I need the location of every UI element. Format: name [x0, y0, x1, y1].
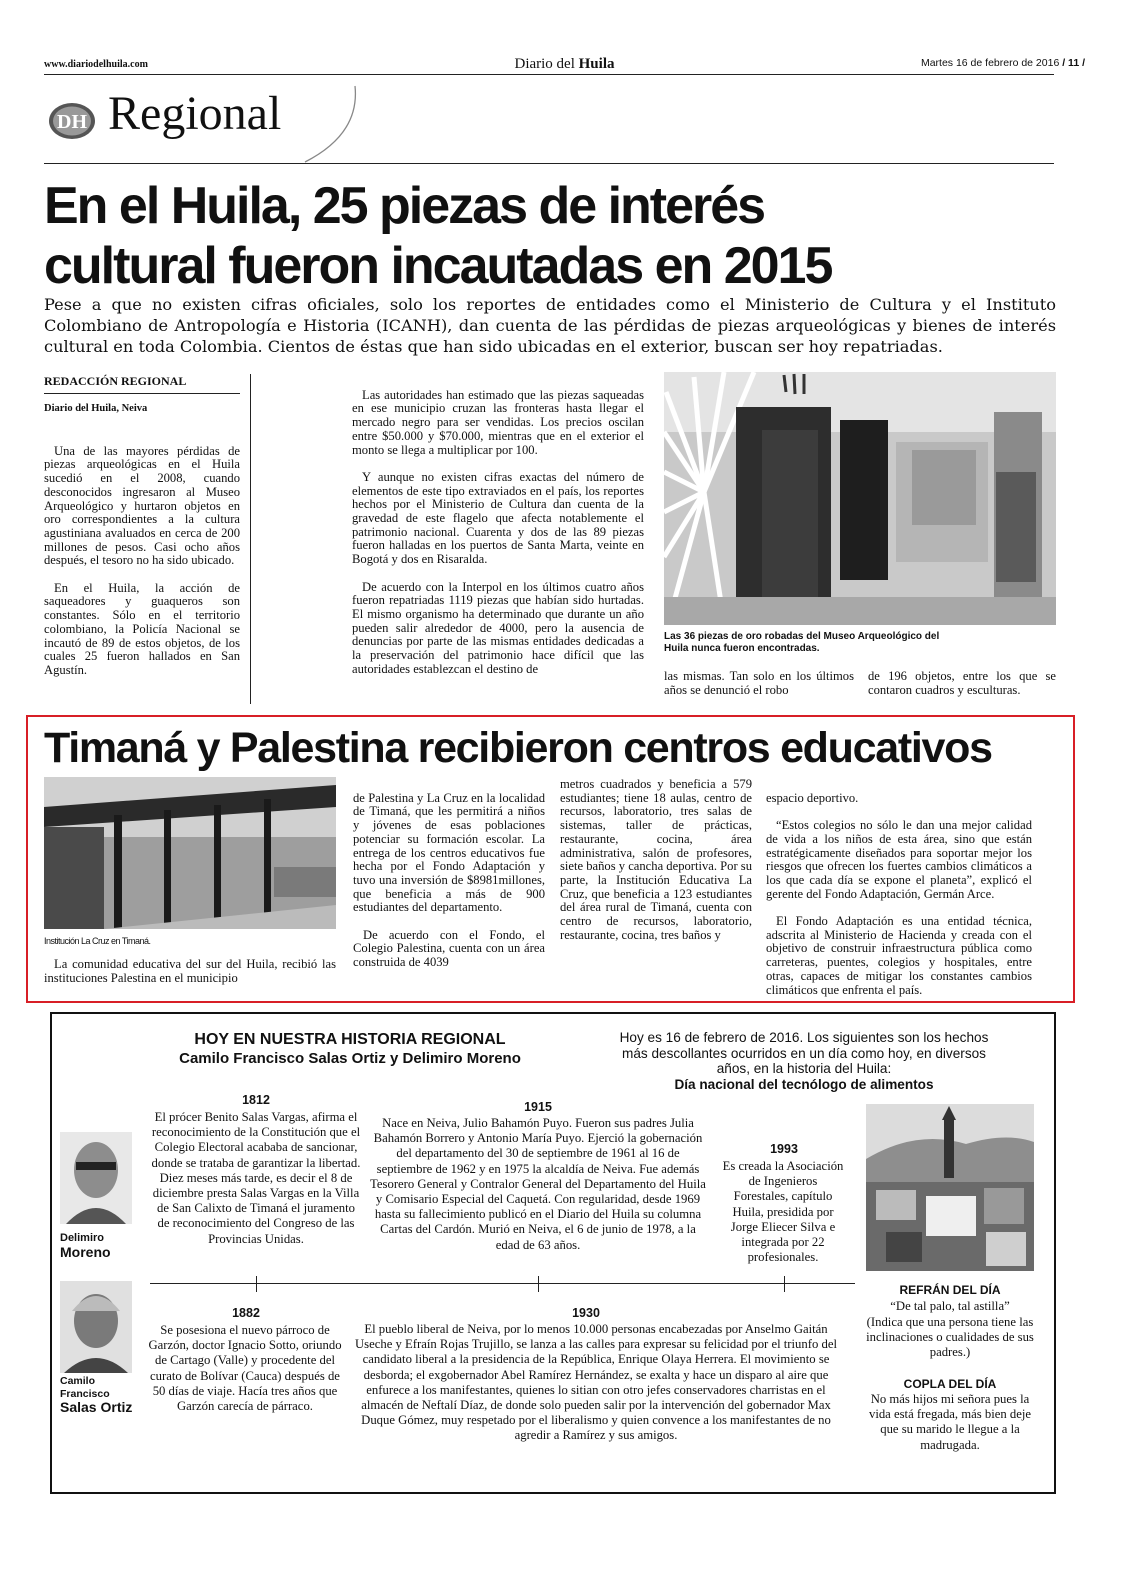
- main-col-3: las mismas. Tan solo en los últimos años se denunció el robo: [664, 669, 854, 697]
- copla-text: No más hijos mi señora pues la vida está fregada, más bien deje que su marido le llegue a la madrugada.: [868, 1392, 1032, 1452]
- city-photo: [866, 1104, 1034, 1271]
- copla-title: COPLA DEL DÍA: [903, 1377, 997, 1391]
- masthead-rule: [44, 74, 1054, 75]
- author-photo-moreno: [60, 1132, 132, 1224]
- author-first-salas: Camilo Francisco: [60, 1375, 110, 1400]
- history-subtitle: Camilo Francisco Salas Ortiz y Delimiro Moreno: [179, 1050, 521, 1067]
- event-text: Se posesiona el nuevo párroco de Garzón, doctor Ignacio Sotto, oriundo de Cartago (Valle) y procedente del curato de Bolívar (Cauca) después de 50 días de viaje. Hacía tres años que Garzón carecía de párraco.: [148, 1323, 342, 1414]
- second-headline: Timaná y Palestina recibieron centros educativos: [44, 724, 992, 772]
- event-text: El pueblo liberal de Neiva, por lo menos 10.000 personas encabezadas por Anselmo Gaitán Useche y Efraín Rojas Trujillo, se lanza a las calles para expresar su felicidad por el triunfo del candidato liberal a la presidencia de la República, Enrique Olaya Herrera. El movimiento se desborda; el exgobernador Abel Ramírez Hernández, se exalta y hace un disparo al aire que enfurece a los manifestantes, quienes lo sitian con otro jefes conservadores charristas en el almacén de Neftalí Díaz, de donde solo pueden salir por la intervención del gobernador Max Duque Gómez, muy respetado por el liberalismo y quien convence a los manifestantes de no agredir a Ramírez y sus amigos.: [355, 1322, 837, 1443]
- byline: REDACCIÓN REGIONAL: [44, 374, 187, 388]
- main-col-1: Una de las mayores pérdidas de piezas arqueológicas en el Huila sucedió en el 2008, cuando desconocidos ingresaron al Museo Arqueológico y hurtaron objetos en oro correspondientes a la cultura agustiniana avaluados en cerca de 200 millones de pesos. Casi ocho años después, el tesoro no ha sido ubicado. En el Huila, la acción de saqueadores y guaqueros son constantes. Sólo en el territorio colombiano, la Policía Nacional se incautó de 89 de estos objetos, de los cuales 25 fueron hallados en San Agustín.: [44, 443, 240, 677]
- school-photo: [44, 777, 336, 929]
- school-photo-caption: Institución La Cruz en Timaná.: [44, 936, 151, 946]
- history-title: HOY EN NUESTRA HISTORIA REGIONAL: [194, 1031, 506, 1048]
- main-headline: En el Huila, 25 piezas de interés cultural fueron incautadas en 2015: [44, 177, 832, 295]
- main-col-2: Las autoridades han estimado que las piezas saqueadas en ese municipio cruzan las fronteras hasta llegar el mercado negro para ser vendidas. Los precios oscilan entre $50.000 y $70.000, mientras que en el exterior el monto se llega a multiplicar por 100. Y aunque no existen cifras exactas del número de elementos de este tipo extraviados en el país, los reportes hechos por el Ministerio de Cultura dan cuenta de la gravedad de este flagelo que afecta notablemente el patrimonio nacional. Cuarenta y dos de las 89 piezas fueron halladas en los puertos de Santa Marta, veinte en Bogotá y dos en Risaralda. De acuerdo con la Interpol en los últimos cuatro años fueron repatriadas 1119 piezas que habían sido hurtadas. El mismo organismo ha determinado que durante un año pueden salir alrededor de 4000, pero la ausencia de denuncias por parte de las mismas entidades dedicadas a la preservación del patrimonio hace difícil que las autoridades establezcan el destino de: [352, 387, 644, 676]
- dateline: Diario del Huila, Neiva: [44, 403, 148, 414]
- paper-name: Diario del Huila: [514, 56, 615, 72]
- section-rule: [44, 163, 1054, 164]
- timeline-tick: [256, 1276, 257, 1292]
- timeline-tick: [538, 1276, 539, 1292]
- main-col-4: de 196 objetos, entre los que se contaron cuadros y esculturas.: [868, 669, 1056, 697]
- timeline-tick: [784, 1276, 785, 1292]
- section-name: Regional: [108, 87, 282, 140]
- dh-logo-icon: [47, 101, 97, 141]
- event-year: 1930: [572, 1306, 600, 1320]
- author-first-moreno: Delimiro: [60, 1232, 105, 1244]
- event-text: El prócer Benito Salas Vargas, afirma el reconocimiento de la Constitución que el Colegio Electoral acababa de sancionar, donde se trataba de garantizar la libertad. Diez meses más tarde, es decir el 8 de diciembre presta Salas Vargas en la Villa de San Calixto de Timaná el juramento de reconocimiento del Congreso de las Provincias Unidas.: [151, 1110, 361, 1246]
- masthead: [44, 56, 1085, 76]
- second-col-3: metros cuadrados y beneficia a 579 estudiantes; tiene 18 aulas, centro de recursos, laboratorio, tres salas de sistemas, taller de prácticas, restaurante, cocina, área administrativa, salón de profesores, siete baños y cancha deportiva. Por su parte, la Institución Educativa La Cruz, que beneficia a 123 estudiantes del área rural de Timaná, cuenta con centro de recursos, laboratorio, restaurante, cocina, tres baños y: [560, 777, 752, 942]
- refran-quote: “De tal palo, tal astilla”: [890, 1299, 1010, 1313]
- refran-explanation: (Indica que una persona tiene las inclinaciones o cualidades de sus padres.): [866, 1315, 1034, 1360]
- event-year: 1882: [232, 1306, 260, 1320]
- section-swoosh: [300, 84, 370, 166]
- second-col-4: espacio deportivo. “Estos colegios no sólo le dan una mejor calidad de vida a los niños de esta área, sino que están estratégicamente diseñados para soportar mejor los riesgos que ofrecen los fuertes cambios climáticos a los que cada día se expone el planeta”, explicó el gerente del Fondo Adaptación, Germán Arce. El Fondo Adaptación es una entidad técnica, adscrita al Ministerio de Hacienda y creada con el objetivo de construir infraestructura pública como carreteras, puentes, colegios y hospitales, entre otras, capaces de mitigar los constantes cambios climáticos que enfrenta el país.: [766, 790, 1032, 997]
- issue-date: Martes 16 de febrero de 2016 / 11 /: [920, 57, 1085, 69]
- author-last-salas: Salas Ortiz: [60, 1399, 133, 1415]
- event-year: 1915: [524, 1100, 552, 1114]
- museum-photo: [664, 372, 1056, 625]
- svg-text:DH: DH: [57, 111, 87, 133]
- second-col-2: de Palestina y La Cruz en la localidad de Timaná, que les permitirá a niños y jóvenes de esas poblaciones potenciar su formación escolar. La entrega de los centros educativos fue hecha por el Fondo Adaptación y tuvo una inversión de $8981millones, que beneficia a más de 900 estudiantes del departamento. De acuerdo con el Fondo, el Colegio Palestina, cuenta con un área construida de 4039: [353, 790, 545, 970]
- author-photo-salas: [60, 1281, 132, 1373]
- museum-photo-caption: Las 36 piezas de oro robadas del Museo Arqueológico del Huila nunca fueron encontradas.: [664, 631, 940, 654]
- event-year: 1993: [770, 1142, 798, 1156]
- refran-title: REFRÁN DEL DÍA: [899, 1283, 1001, 1297]
- byline-rule: [44, 393, 240, 394]
- site-url[interactable]: www.diariodelhuila.com: [44, 59, 148, 70]
- event-text: Nace en Neiva, Julio Bahamón Puyo. Fueron sus padres Julia Bahamón Borrero y Antonio María Puyo. Ejerció la gobernación del departamento del 30 de septiembre de 1961 al 16 de septiembre de 1962 y en 1975 la alcaldía de Neiva. Fue además Tesorero General y Contralor General del Departamento del Huila y Comisario Especial del Caquetá. Con regularidad, desde 1969 hasta su fallecimiento publicó en el Diario del Huila su columna Cartas del Cardón. Murió en Neiva, el 6 de junio de 1978, a la edad de 63 años.: [370, 1116, 706, 1252]
- second-col-1: La comunidad educativa del sur del Huila, recibió las instituciones Palestina en el municipio: [44, 957, 336, 985]
- history-intro: Hoy es 16 de febrero de 2016. Los siguientes son los hechos más descollantes ocurridos en un día como hoy, en diversos años, en la historia del Huila: Día nacional del tecnólogo de alimentos: [619, 1030, 989, 1092]
- main-deck: Pese a que no existen cifras oficiales, solo los reportes de entidades como el Ministerio de Cultura y el Instituto Colombiano de Antropología e Historia (ICANH), dan cuenta de las pérdidas de piezas arqueológicas y bienes de interés cultural en toda Colombia. Cientos de éstas que han sido ubicadas en el exterior, buscan ser hoy repatriadas.: [44, 295, 1056, 356]
- author-last-moreno: Moreno: [60, 1244, 111, 1260]
- col-divider: [250, 374, 251, 704]
- event-text: Es creada la Asociación de Ingenieros Forestales, capítulo Huila, presidida por Jorge Eliecer Silva e integrada por 22 profesionales.: [722, 1159, 844, 1265]
- event-year: 1812: [242, 1093, 270, 1107]
